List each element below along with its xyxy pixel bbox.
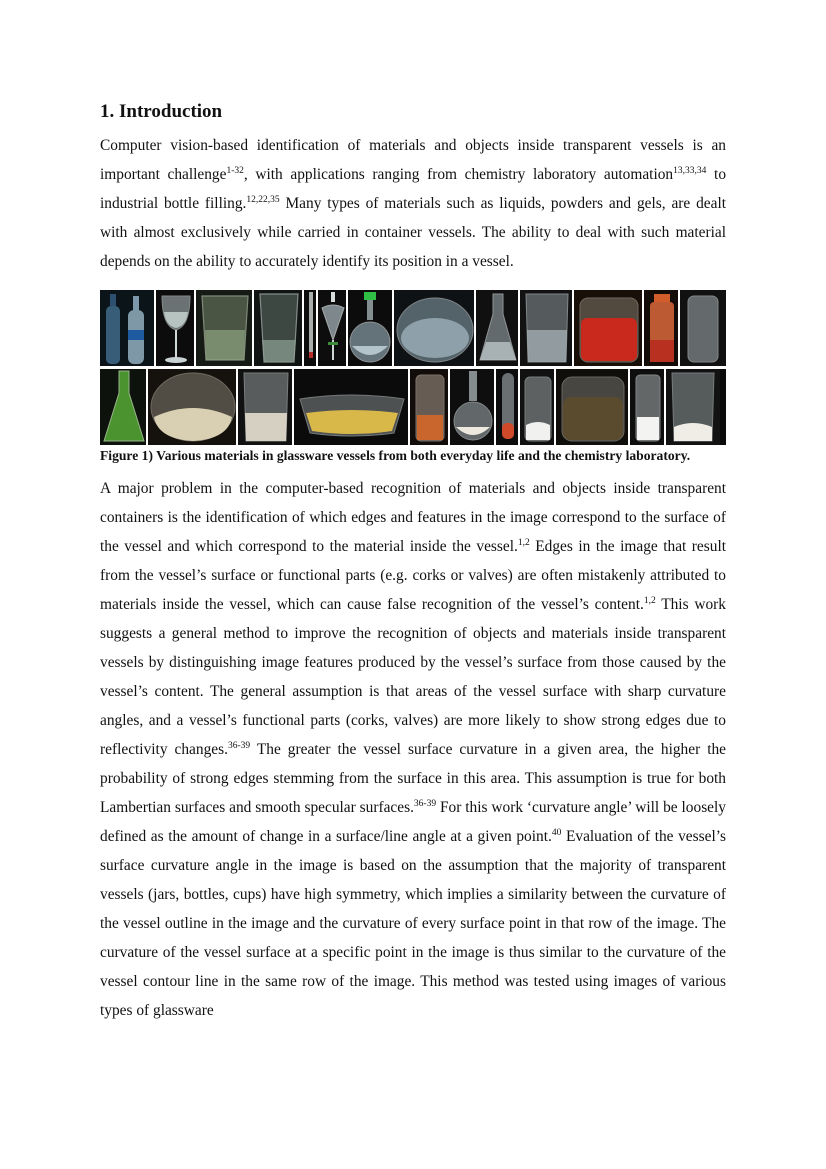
text-run: Many types of materials such as liquids, powders and gels, are dealt with almost exclusively while carried in container vessels. The ability to deal with such material depends on the ability to accurately identify its position in a vessel. [100,195,726,270]
text-run: The greater the vessel surface curvature in a given area, the higher the probability of strong edges stemming from the surface in this area. This assumption is true for both Lambertian surfaces and smooth specular surfaces. [100,741,727,816]
tea-jar-illustration [556,369,630,445]
white-beaker-illustration [666,369,720,445]
text-run: Edges in the image that result from the vessel’s surface or functional parts (e.g. corks or valves) are often mistakenly attributed to materials inside the vessel, which can cause false recognition of the vessel’s content. [100,538,726,613]
powder-vial-illustration [630,369,666,445]
red-jar-illustration [574,290,644,366]
citation: 36-39 [227,740,251,751]
intro-paragraph-2 [100,474,726,1025]
photo-copper-jar [410,369,450,445]
wine-glass-illustration [156,290,196,366]
photo-tea-jar [556,369,630,445]
photo-red-jar [574,290,644,366]
text-run: to industrial bottle filling. [100,166,727,212]
page-body [100,99,726,1025]
beaker-illustration [520,290,574,366]
photo-tall-glass [254,290,304,366]
photo-strip-top [100,290,726,366]
photo-water-bottles [100,290,156,366]
photo-glass-dish [294,369,410,445]
section-heading: 1. Introduction [100,101,223,122]
photo-separatory-funnel [318,290,348,366]
photo-burette [304,290,318,366]
tumbler-illustration [196,290,254,366]
citation: 1-32 [226,165,244,176]
burette-illustration [304,290,318,366]
photo-volumetric-flask [450,369,496,445]
photo-round-flask [348,290,394,366]
text-run: Evaluation of the vessel’s surface curvature angle in the image is based on the assumption that the majority of transparent vessels (jars, bottles, cups) have high symmetry, which implies a similarity between the curvature of the vessel outline in the image and the curvature of every surface point in that row of the image. The curvature of the vessel surface at a specific point in the image is thus similar to the curvature of the vessel contour line in the same row of the image. This method was tested using images of various types of glassware [100,828,726,1019]
photo-green-flask [100,369,148,445]
glass-dish-illustration [294,369,410,445]
citation: 36-39 [413,798,437,809]
photo-salt-jar [520,369,556,445]
text-run: A major problem in the computer-based recognition of materials and objects inside transparent containers is the identification of which edges and features in the image correspond to the surface of the vessel and which correspond to the material inside the vessel. [100,480,726,555]
photo-rice-beaker [238,369,294,445]
text-run: For this work ‘curvature angle’ will be loosely defined as the amount of change in a surface/line angle at a given point. [100,799,726,845]
photo-white-beaker [666,369,720,445]
photo-sand-bowl [148,369,238,445]
small-jar-illustration [680,290,726,366]
photo-test-tube [496,369,520,445]
photo-powder-vial [630,369,666,445]
volumetric-flask-illustration [450,369,496,445]
fishbowl-illustration [394,290,476,366]
salt-jar-illustration [520,369,556,445]
text-run: Computer vision-based identification of materials and objects inside transparent vessels is an important challenge [100,137,726,183]
photo-wine-glass [156,290,196,366]
photo-beaker [520,290,574,366]
photo-tumbler [196,290,254,366]
citation: 40 [551,827,562,838]
citation: 13,33,34 [673,165,707,176]
photo-strip-bottom [100,369,726,445]
round-flask-illustration [348,290,394,366]
orange-vial-illustration [644,290,680,366]
citation: 1,2 [643,595,656,606]
citation: 12,22,35 [246,194,280,205]
erlenmeyer-illustration [476,290,520,366]
copper-jar-illustration [410,369,450,445]
text-run: , with applications ranging from chemistry laboratory automation [243,166,674,183]
green-flask-illustration [100,369,148,445]
text-run: This work suggests a general method to improve the recognition of objects and materials inside transparent vessels by distinguishing image features produced by the vessel’s surface from those caused by the vessel’s content. The general assumption is that areas of the vessel surface with sharp curvature angles, and a vessel’s functional parts (corks, valves) are more likely to show strong edges due to reflectivity changes. [100,596,726,758]
tall-glass-illustration [254,290,304,366]
sand-bowl-illustration [148,369,238,445]
bottles-illustration [100,290,156,366]
rice-beaker-illustration [238,369,294,445]
figure-1 [100,290,726,464]
photo-erlenmeyer [476,290,520,366]
funnel-illustration [318,290,348,366]
figure-caption: Figure 1) Various materials in glassware vessels from both everyday life and the chemistry laboratory. [100,448,691,463]
photo-fishbowl [394,290,476,366]
photo-small-jar [680,290,726,366]
test-tube-illustration [496,369,520,445]
photo-orange-vial [644,290,680,366]
citation: 1,2 [517,537,530,548]
intro-paragraph-1 [100,131,726,276]
